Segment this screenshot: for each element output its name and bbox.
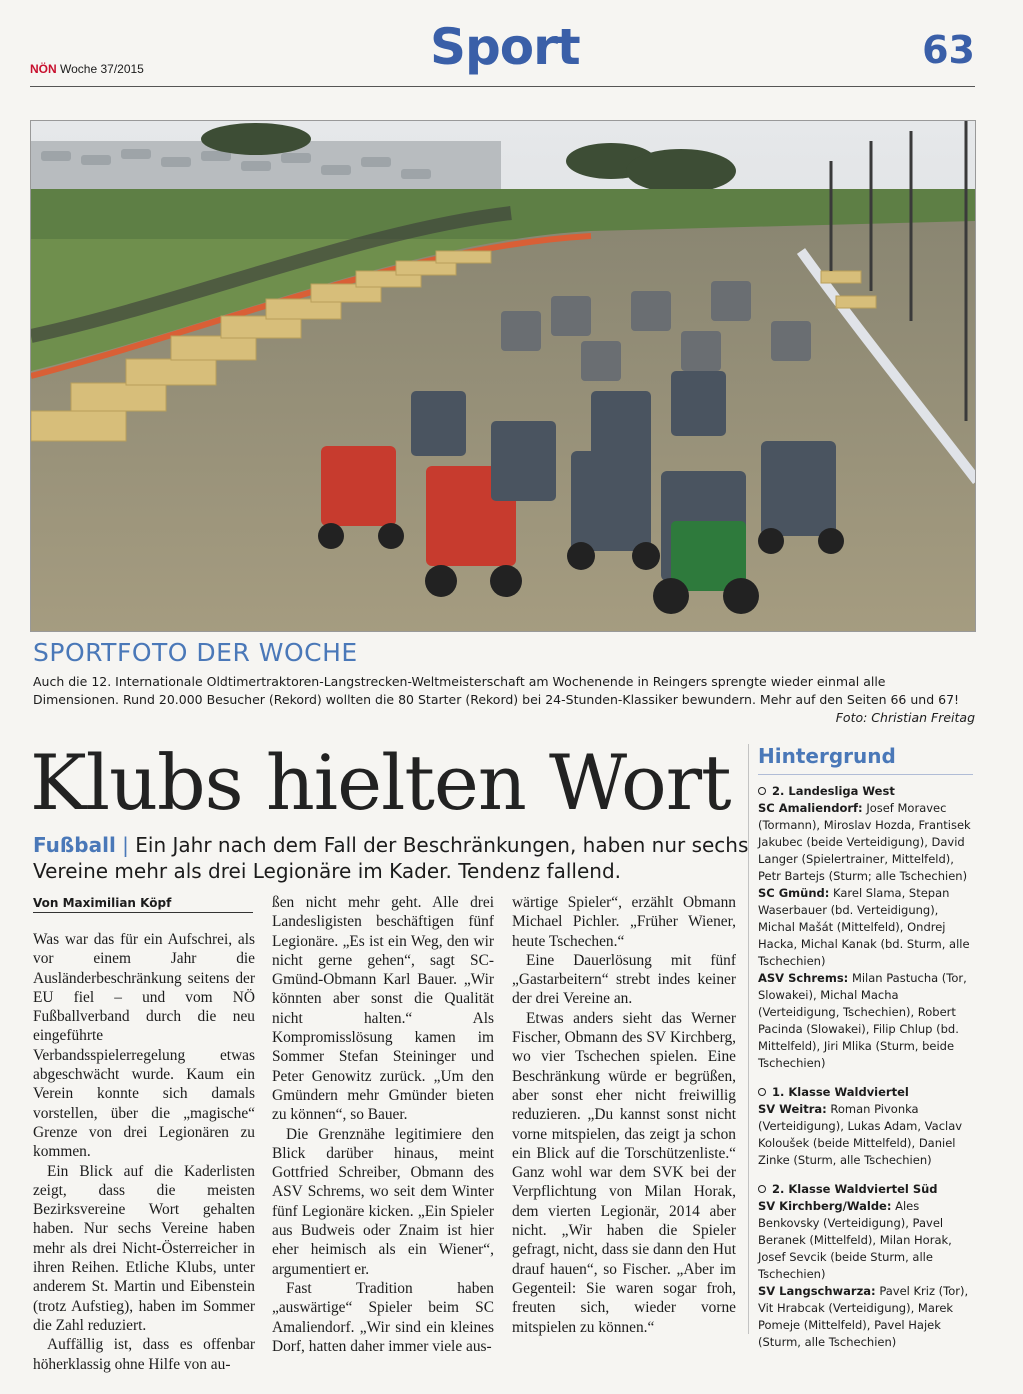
paragraph: wärtige Spieler“, erzählt Obmann Michael Pichler. „Früher Wiener, heute Tschechen.“ [512, 894, 736, 950]
club-entry [758, 1101, 973, 1169]
article-kicker: Fußball [33, 833, 116, 857]
byline: Von Maximilian Köpf [33, 896, 172, 910]
sidebar-divider [748, 744, 749, 1334]
photo-credit: Foto: Christian Freitag [835, 710, 975, 725]
photo-kicker: SPORTFOTO DER WOCHE [33, 638, 358, 667]
player-list: Karel Slama, Stepan Waserbauer (bd. Verteidigung), Michal Mašát (Mittelfeld), Ondrej Hacka, Michal Kanak (bd. Sturm, alle Tschechien) [758, 886, 970, 968]
paragraph: Was war das für ein Aufschrei, als vor einem Jahr die Ausländerbeschränkung seitens der EU fiel – und vom NÖ Fußballverband durch die neu eingeführte Verbandsspielerregelung etwas abgeschwächt wurde. Kaum ein Verein konnte sich damals vorstellen, über die „magische“ Grenze von drei Legionären zu kommen. [33, 931, 255, 1161]
circle-bullet-icon [758, 787, 766, 795]
club-entry [758, 885, 973, 970]
caption-text: Auch die 12. Internationale Oldtimertraktoren-Langstrecken-Weltmeisterschaft am Wochenende in Reingers sprengte wieder einmal alle Dimensionen. Rund 20.000 Besucher (Rekord) wollten die 80 Starter (Rekord) bei 24-Stunden-Klassiker bewundern. Mehr auf den Seiten 66 und 67! [33, 674, 960, 707]
club-name: SV Kirchberg/Walde: [758, 1199, 892, 1213]
league-heading: 2. Landesliga West [758, 783, 973, 800]
club-entry [758, 800, 973, 885]
club-name: SV Weitra: [758, 1102, 827, 1116]
page-header [30, 18, 975, 88]
circle-bullet-icon [758, 1185, 766, 1193]
player-list: Roman Pivonka (Verteidigung), Lukas Adam, Vaclav Koloušek (beide Mittelfeld), Daniel Zinke (Sturm, alle Tschechien) [758, 1102, 963, 1167]
player-list: Pavel Kriz (Tor), Vit Hrabcak (Verteidigung), Marek Pomeje (Mittelfeld), Pavel Hajek (Sturm, alle Tschechien) [758, 1284, 969, 1349]
page-number: 63 [922, 28, 975, 72]
article-column-1 [33, 930, 255, 1374]
issue-label: Woche 37/2015 [60, 62, 144, 76]
paragraph: Fast Tradition haben „auswärtige“ Spieler beim SC Amaliendorf. „Wir sind ein kleines Dorf, hatten daher immer viele aus- [272, 1279, 494, 1355]
paragraph: Auffällig ist, dass es offenbar höherklassig ohne Hilfe von au- [33, 1336, 255, 1373]
league-heading: 2. Klasse Waldviertel Süd [758, 1181, 973, 1198]
paragraph: ßen nicht mehr geht. Alle drei Landesligisten beschäftigen fünf Legionäre. „Es ist ein Weg, den wir nicht gerne gehen“, sagt SC-Gmünd-Obmann Karl Bauer. „Wir könnten aber sonst die Qualität nicht halten.“ Als Kompromisslösung kamen im Sommer Stefan Steininger und Peter Genowitz zurück. „Um den Gmündern mehr Gmünder bieten zu können“, so Bauer. [272, 894, 494, 1124]
brand-name: NÖN [30, 62, 57, 76]
club-name: SC Gmünd: [758, 886, 830, 900]
club-name: ASV Schrems: [758, 971, 849, 985]
paragraph: Die Grenznähe legitimiere den Blick darüber hinaus, meint Gottfried Schreiber, Obmann des ASV Schrems, wo seit dem Winter fünf Legionäre kicken. „Ein Spieler aus Budweis oder Znaim ist hier eher heimisch als ein Wiener“, argumentiert er. [272, 1125, 494, 1278]
player-list: Milan Pastucha (Tor, Slowakei), Michal Macha (Verteidigung, Tschechien), Robert Pacinda (Slowakei), Filip Chlup (bd. Mittelfeld), Jiri Mlika (Sturm, beide Tschechien) [758, 971, 967, 1070]
club-name: SV Langschwarza: [758, 1284, 876, 1298]
league-heading: 1. Klasse Waldviertel [758, 1084, 973, 1101]
background-sidebar [758, 744, 973, 1363]
subhead-text: Ein Jahr nach dem Fall der Beschränkungen, haben nur sechs Vereine mehr als drei Legionäre im Kader. Tendenz fallend. [33, 833, 749, 883]
header-divider [30, 86, 975, 87]
club-name: SC Amaliendorf: [758, 801, 863, 815]
feature-photo [30, 120, 976, 632]
kicker-separator: | [122, 833, 129, 857]
league-group [758, 783, 973, 1072]
section-title: Sport [430, 18, 580, 76]
club-entry [758, 1283, 973, 1351]
byline-container [33, 896, 253, 913]
photo-caption [33, 673, 975, 727]
player-list: Ales Benkovsky (Verteidigung), Pavel Beranek (Mittelfeld), Milan Horak, Josef Sevcik (beide Sturm, alle Tschechien) [758, 1199, 952, 1281]
paragraph: Etwas anders sieht das Werner Fischer, Obmann des SV Kirchberg, wo vier Tschechen spielen. Eine Beschränkung würde er begrüßen, aber sonst eher nicht freiwillig reduzieren. „Du kannst sonst nicht vorne mitspielen, das zeigt ja schon ein Blick auf die Torschützenliste.“ Ganz wohl war dem SVK bei der Verpflichtung von Milan Horak, dem vierten Legionär, 2014 aber nicht. „Wir haben die Spieler gefragt, nicht, dass sie dann den Hut drauf hauen“, so Fischer. „Aber im Gegenteil: Sie waren sogar froh, freuten sich, wieder vorne mitspielen zu können.“ [512, 1009, 736, 1336]
paragraph: Eine Dauerlösung mit fünf „Gastarbeitern“ strebt indes keiner der drei Vereine an. [512, 951, 736, 1008]
article-column-2 [272, 893, 494, 1356]
publication-logo [30, 62, 144, 76]
club-entry [758, 1198, 973, 1283]
league-group [758, 1181, 973, 1351]
article-headline: Klubs hielten Wort [30, 738, 731, 827]
circle-bullet-icon [758, 1088, 766, 1096]
club-entry [758, 970, 973, 1072]
article-column-3 [512, 893, 736, 1337]
sidebar-title: Hintergrund [758, 744, 973, 775]
paragraph: Ein Blick auf die Kaderlisten zeigt, dass die meisten Bezirksvereine Wort gehalten haben. Nur sechs Vereine haben mehr als drei Nicht-Österreicher in ihren Reihen. Etliche Klubs, unter anderem St. Martin und Eibenstein (trotz Aufstieg), haben im Sommer die Zahl reduziert. [33, 1162, 255, 1334]
league-group [758, 1084, 973, 1169]
player-list: Josef Moravec (Tormann), Miroslav Hozda, Frantisek Jakubec (beide Verteidigung), David Langer (Spielertrainer, Mittelfeld), Petr Bartejs (Sturm; alle Tschechien) [758, 801, 971, 883]
article-subhead [33, 832, 753, 884]
